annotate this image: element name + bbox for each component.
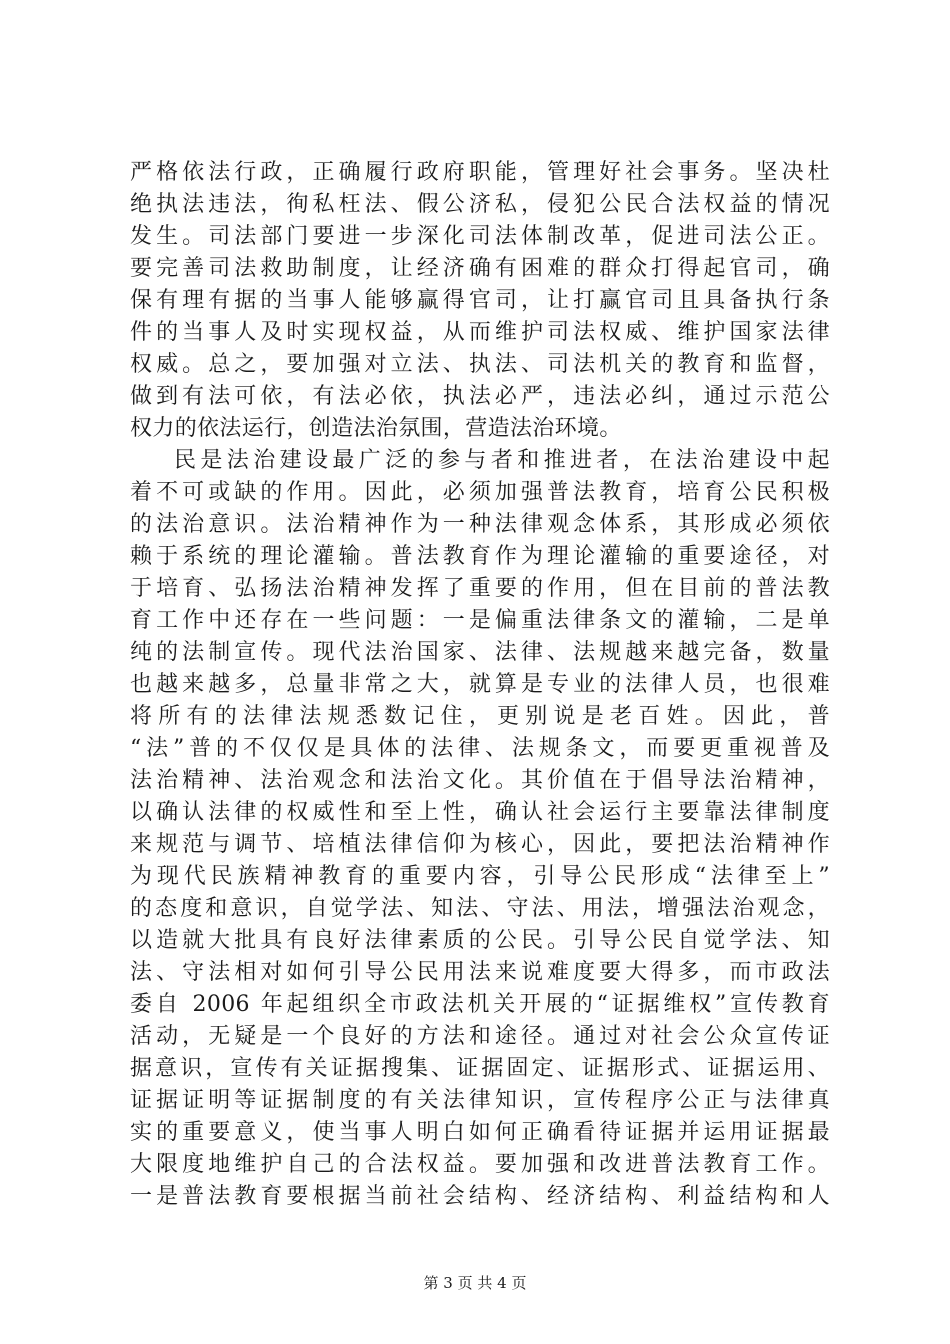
text-line: 以确认法律的权威性和至上性，确认社会运行主要靠法律制度: [130, 800, 830, 825]
text-line: 的态度和意识，自觉学法、知法、守法、用法，增强法治观念，: [130, 896, 830, 921]
text-line: 法、守法相对如何引导公民用法来说难度要大得多，而市政法: [130, 960, 830, 985]
text-line: 活动，无疑是一个良好的方法和途径。通过对社会公众宣传证: [130, 1024, 830, 1049]
text-line: 育工作中还存在一些问题：一是偏重法律条文的灌输，二是单: [130, 608, 830, 633]
text-line: 权力的依法运行，创造法治氛围，营造法治环境。: [130, 416, 622, 441]
text-line: 证据证明等证据制度的有关法律知识，宣传程序公正与法律真: [130, 1088, 830, 1113]
text-line: 件的当事人及时实现权益，从而维护司法权威、维护国家法律: [130, 320, 830, 345]
text-line: “法”普的不仅仅是具体的法律、法规条文，而要更重视普及: [130, 736, 830, 761]
text-line: 一是普法教育要根据当前社会结构、经济结构、利益结构和人: [130, 1184, 830, 1209]
text-line: 民是法治建设最广泛的参与者和推进者，在法治建设中起: [174, 448, 830, 473]
text-line: 赖于系统的理论灌输。普法教育作为理论灌输的重要途径，对: [130, 544, 830, 569]
text-line: 将所有的法律法规悉数记住，更别说是老百姓。因此，普: [130, 704, 830, 729]
text-line: 严格依法行政，正确履行政府职能，管理好社会事务。坚决杜: [130, 160, 830, 185]
text-line: 做到有法可依，有法必依，执法必严，违法必纠，通过示范公: [130, 384, 830, 409]
text-line: 要完善司法救助制度，让经济确有困难的群众打得起官司，确: [130, 256, 830, 281]
text-line: 的法治意识。法治精神作为一种法律观念体系，其形成必须依: [130, 512, 830, 537]
text-line: 保有理有据的当事人能够赢得官司，让打赢官司且具备执行条: [130, 288, 830, 313]
text-line: 大限度地维护自己的合法权益。要加强和改进普法教育工作。: [130, 1152, 830, 1177]
text-line: 以造就大批具有良好法律素质的公民。引导公民自觉学法、知: [130, 928, 830, 953]
body-text: [130, 157, 830, 1213]
text-line: 纯的法制宣传。现代法治国家、法律、法规越来越完备，数量: [130, 640, 830, 665]
paragraph-1: [130, 157, 830, 445]
text-line: 也越来越多，总量非常之大，就算是专业的法律人员，也很难: [130, 672, 830, 697]
text-line: 绝执法违法，徇私枉法、假公济私，侵犯公民合法权益的情况: [130, 192, 830, 217]
text-line: 实的重要意义，使当事人明白如何正确看待证据并运用证据最: [130, 1120, 830, 1145]
text-line: 于培育、弘扬法治精神发挥了重要的作用，但在目前的普法教: [130, 576, 830, 601]
text-line: 法治精神、法治观念和法治文化。其价值在于倡导法治精神，: [130, 768, 830, 793]
text-line: 着不可或缺的作用。因此，必须加强普法教育，培育公民积极: [130, 480, 830, 505]
text-line: 发生。司法部门要进一步深化司法体制改革，促进司法公正。: [130, 224, 830, 249]
text-line: 为现代民族精神教育的重要内容，引导公民形成“法律至上”: [130, 864, 830, 889]
text-line: 权威。总之，要加强对立法、执法、司法机关的教育和监督，: [130, 352, 830, 377]
paragraph-2: [130, 445, 830, 1213]
text-line: 据意识，宣传有关证据搜集、证据固定、证据形式、证据运用、: [130, 1056, 830, 1081]
page-number-footer: 第 3 页 共 4 页: [423, 1274, 527, 1292]
text-line: 委自 2006 年起组织全市政法机关开展的“证据维权”宣传教育: [130, 992, 830, 1017]
text-line: 来规范与调节、培植法律信仰为核心，因此，要把法治精神作: [130, 832, 830, 857]
